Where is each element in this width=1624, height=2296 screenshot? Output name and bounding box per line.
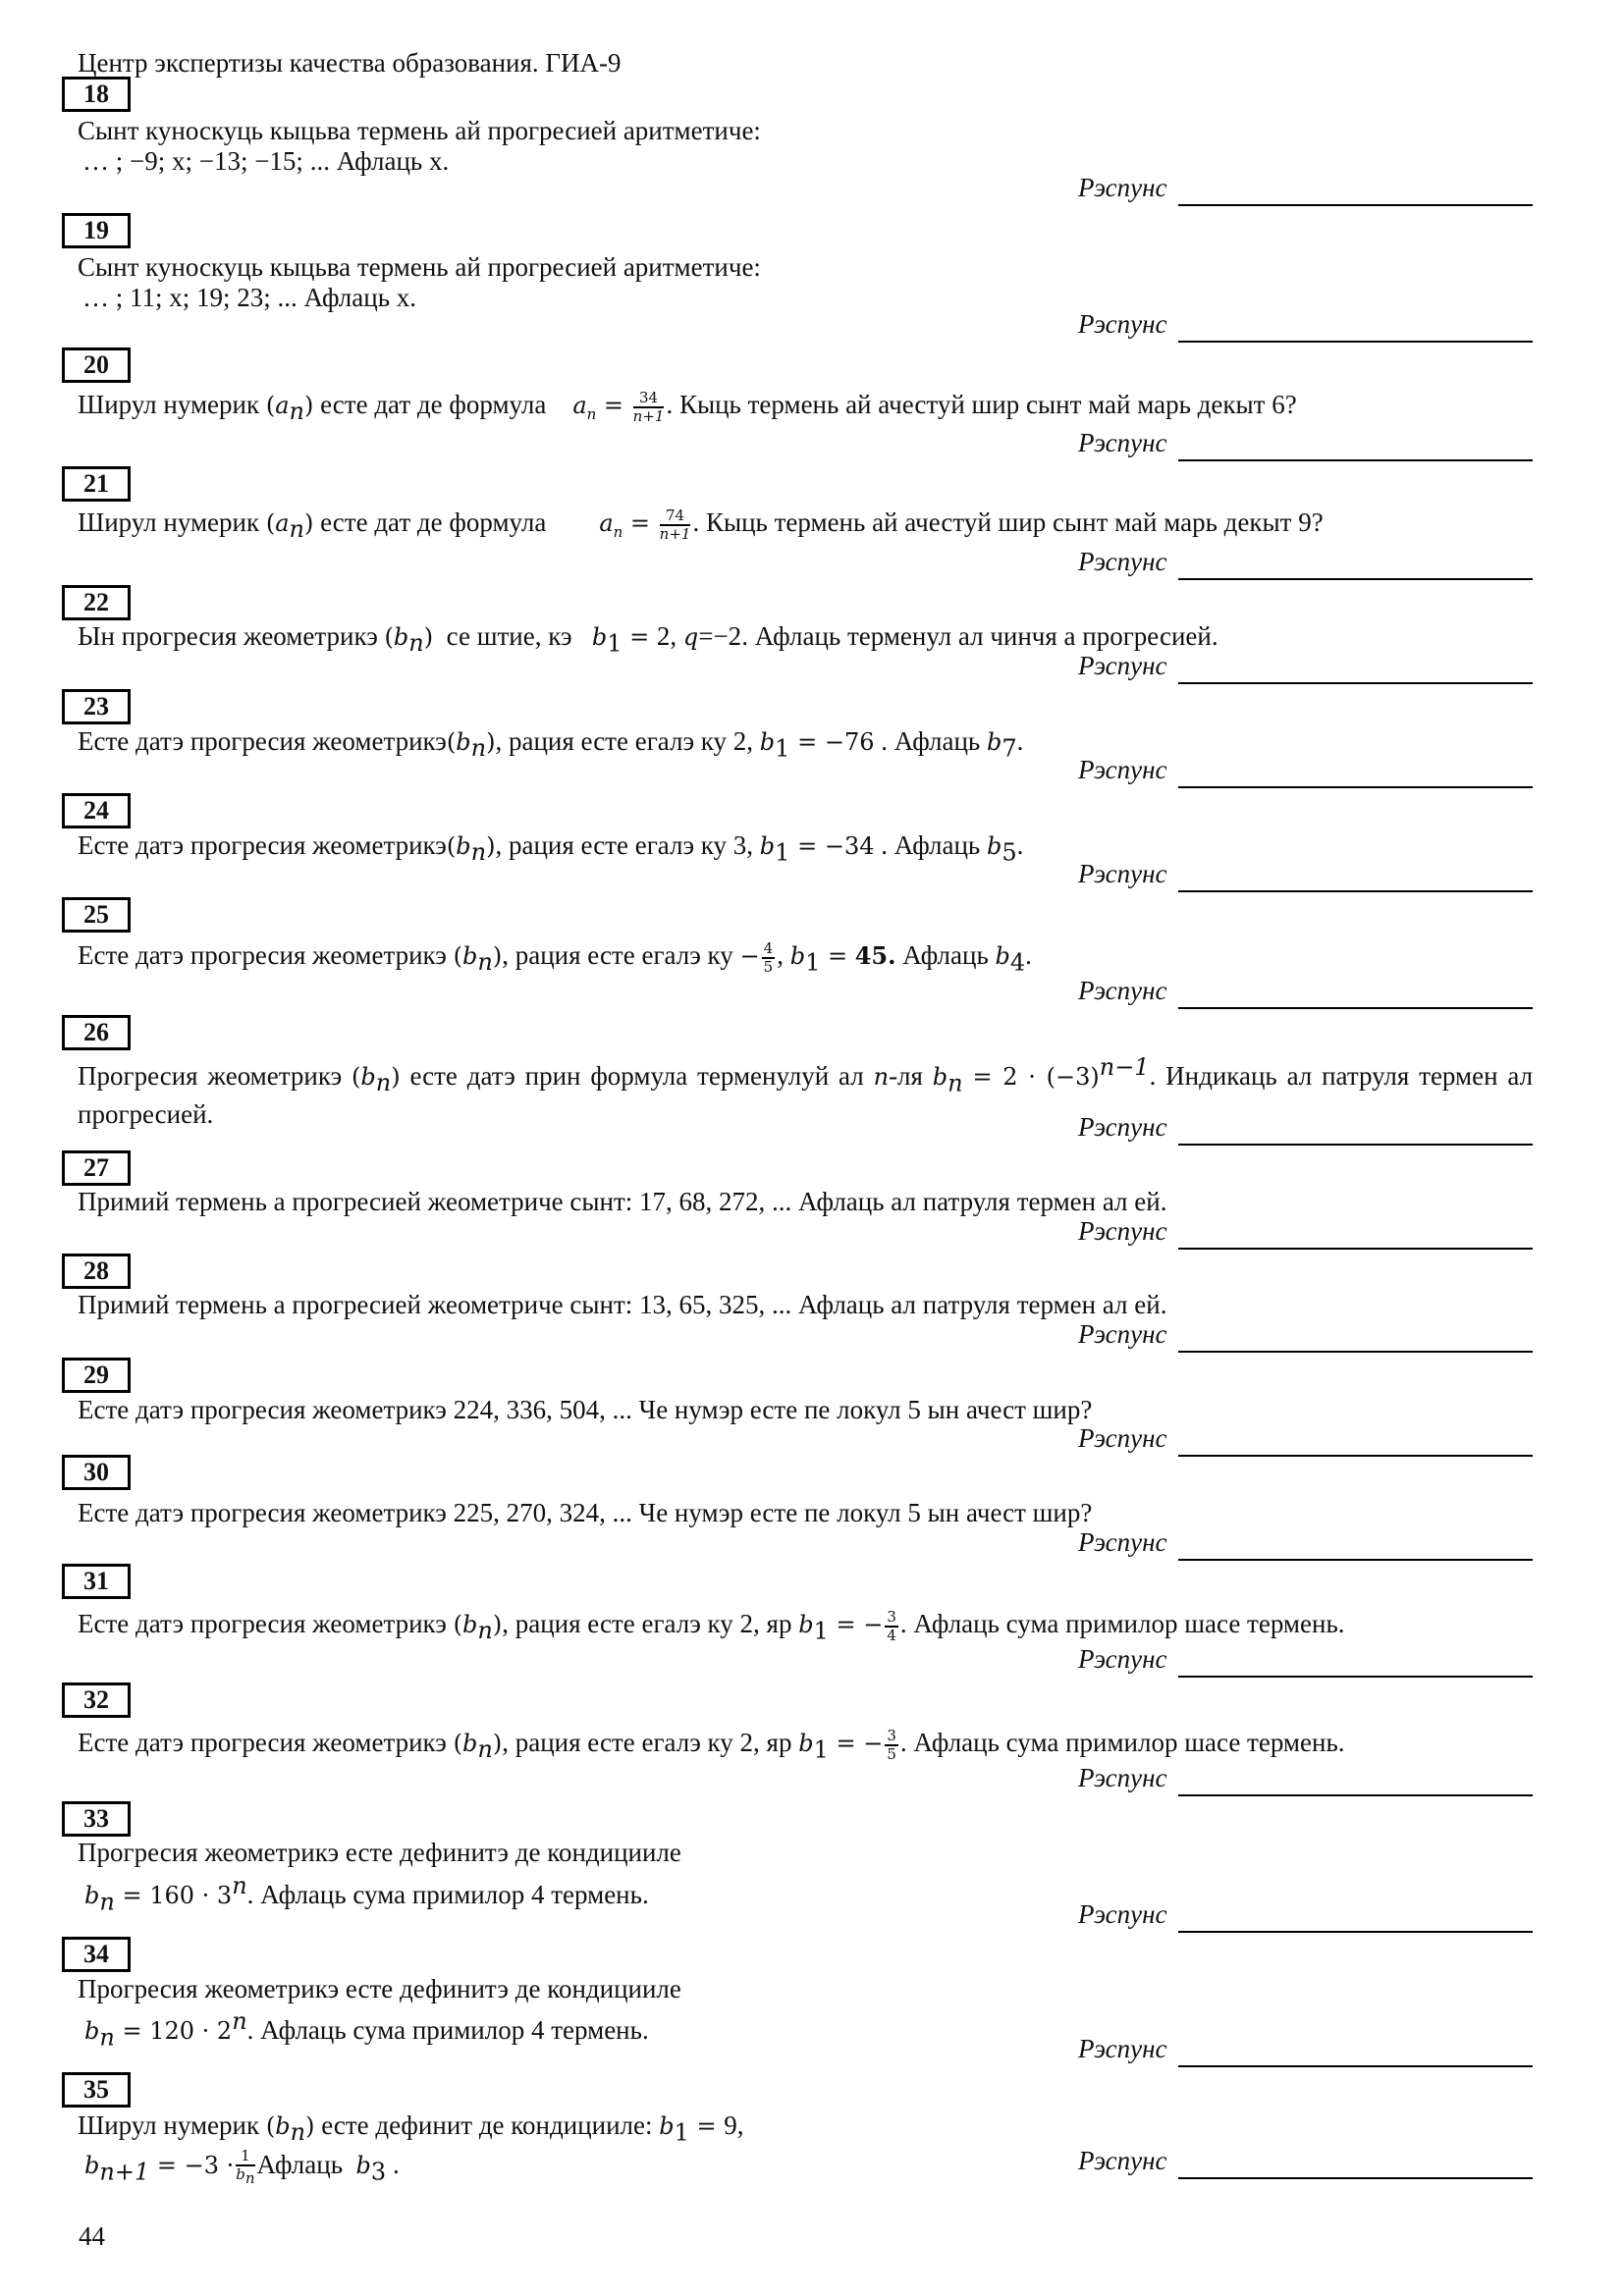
- text: есте дат де формула: [320, 390, 547, 419]
- text: Ширул нумерик: [78, 507, 260, 537]
- answer-blank-line[interactable]: [1178, 1676, 1533, 1678]
- math: b: [659, 2112, 675, 2140]
- math: $(b_n)$: [265, 2112, 315, 2146]
- answer-label: Рэспунс: [1078, 428, 1167, 457]
- question-number-box: 18: [62, 77, 131, 112]
- formula: = 160 · 3: [122, 1882, 233, 1909]
- text: . Афлаць сума примилор 4 термень.: [246, 2015, 649, 2045]
- text: Прогресия жеометрикэ: [78, 1061, 343, 1091]
- text: прогресией.: [78, 1099, 214, 1130]
- answer-field[interactable]: [1078, 1110, 1533, 1146]
- answer-blank-line[interactable]: [1178, 204, 1533, 206]
- question-number-box: 35: [62, 2072, 131, 2108]
- question-text: Есте датэ прогресия жеометрикэ $(b_n)$, рация есте егалэ ку − $\frac{4}{5}$ , $b_1 = 45$. Афлаць $b_4$.: [78, 938, 1032, 977]
- question-text: $b_n = 160 \cdot 3^n$. Афлаць сума примилор 4 термень.: [84, 1872, 649, 1916]
- answer-blank-line[interactable]: [1178, 1248, 1533, 1250]
- math: b: [798, 1611, 814, 1638]
- text: , рация есте егалэ ку 2, яр: [502, 1728, 792, 1757]
- answer-blank-line[interactable]: [1178, 1007, 1533, 1009]
- question-text: Ширул нумерик $(a_n)$ есте дат де формула $a_n$ = $\frac{74}{n+1}$ . Кыць термень ай ачестуй шир сынт май марь декыт 9?: [78, 506, 1324, 543]
- math: b: [798, 1730, 814, 1757]
- answer-label: Рэспунс: [1078, 309, 1167, 339]
- question-text: Есте датэ прогресия жеометрикэ 224, 336, 504, ... Че нумэр есте пе локул 5 ын ачест шир?: [78, 1395, 1093, 1424]
- math: $(a_n)$: [265, 392, 314, 425]
- formula: = −3 ·: [156, 2152, 235, 2180]
- text: есте дефинит де кондицииле:: [321, 2110, 653, 2140]
- answer-label: Рэспунс: [1078, 173, 1167, 202]
- text: Есте датэ прогресия жеометрикэ: [78, 1609, 454, 1638]
- answer-label: Рэспунс: [1078, 2146, 1167, 2175]
- answer-label: Рэспунс: [1078, 651, 1167, 680]
- answer-field[interactable]: [1078, 1897, 1533, 1933]
- question-number-box: 30: [62, 1455, 131, 1490]
- math: b: [84, 2152, 100, 2180]
- answer-blank-line[interactable]: [1178, 1455, 1533, 1457]
- text: , рация есте егалэ ку 2, яр: [502, 1609, 792, 1638]
- value: 9,: [724, 2110, 744, 2140]
- question-number-box: 19: [62, 213, 131, 248]
- text: . Индикаць ал патруля термен ал: [1149, 1061, 1534, 1091]
- math: $(b_n)$: [446, 728, 496, 762]
- math: b: [995, 942, 1010, 970]
- question-number-box: 20: [62, 347, 131, 383]
- answer-label: Рэспунс: [1078, 1216, 1167, 1246]
- question-text: Есте датэ прогресия $жеометрикэ(b_n)$, рация есте егалэ ку 2, $b_1 = -76$ . Афлаць $b_7$.: [78, 726, 1024, 763]
- fraction: $\frac{34}{n+1}$: [632, 388, 665, 425]
- text: . Афлаць сума примилор шасе термень.: [899, 1609, 1345, 1638]
- text: Есте датэ прогресия жеометрикэ: [78, 940, 447, 970]
- text: , рация есте егалэ ку: [502, 940, 733, 970]
- math: b: [591, 623, 608, 651]
- answer-field[interactable]: [1078, 857, 1533, 892]
- text: -ля: [889, 1061, 923, 1091]
- value: 45.: [854, 941, 896, 970]
- math: b: [789, 942, 806, 970]
- question-text: Есте датэ прогресия жеометрикэ $(b_n)$, рация есте егалэ ку 2, яр $b_1$ = − $\frac{3}{5}$ . Афлаць сума примилор шасе термень.: [78, 1726, 1345, 1764]
- text: Афлаць: [256, 2150, 344, 2180]
- answer-label: Рэспунс: [1078, 1319, 1167, 1349]
- math: $(b_n)$: [352, 1063, 401, 1096]
- text: Афлаць: [895, 940, 989, 970]
- math: b: [759, 728, 776, 756]
- question-number-box: 24: [62, 793, 131, 828]
- value: −76: [824, 728, 875, 756]
- document-header: Центр экспертизы качества образования. ГИА-9: [78, 48, 622, 78]
- fraction: $\frac{4}{5}$: [763, 938, 774, 976]
- question-text: Есте датэ прогресия $жеометрикэ(b_n)$, рация есте егалэ ку 3, $b_1 = -34$ . Афлаць $b_5$.: [78, 830, 1024, 867]
- fraction: $\frac{3}{4}$: [887, 1607, 896, 1644]
- answer-blank-line[interactable]: [1178, 1931, 1533, 1933]
- text: есте датэ прин формула терменулуй ал: [409, 1061, 864, 1091]
- answer-field[interactable]: [1078, 1642, 1533, 1678]
- math: b: [759, 832, 776, 860]
- answer-label: Рэспунс: [1078, 755, 1167, 784]
- question-text: Есте датэ прогресия жеометрикэ 225, 270, 324, ... Че нумэр есте пе локул 5 ын ачест шир?: [78, 1498, 1093, 1527]
- text: . Афлаць терменул ал чинчя а прогресией.: [741, 621, 1218, 651]
- text: есте дат де формула: [320, 507, 547, 537]
- text: , рация есте егалэ ку 3,: [495, 830, 754, 860]
- question-number-box: 33: [62, 1801, 131, 1837]
- question-text: Сынт куноскуць кыцьва термень ай прогресией аритметиче:: [78, 252, 761, 282]
- fraction: $\frac{3}{5}$: [887, 1726, 896, 1763]
- page-number: 44: [79, 2221, 105, 2251]
- text: Есте датэ прогресия жеометрикэ: [78, 830, 447, 860]
- answer-field[interactable]: [1078, 2144, 1533, 2179]
- answer-field[interactable]: [1078, 171, 1533, 206]
- question-text: Ширул нумерик $(b_n)$ есте дефинит де кондицииле: $b_1 = 9$,: [78, 2110, 744, 2147]
- math: $(a_n)$: [265, 509, 314, 543]
- answer-label: Рэспунс: [1078, 2034, 1167, 2063]
- answer-label: Рэспунс: [1078, 1423, 1167, 1453]
- formula: = 2 · (−3): [972, 1063, 1100, 1091]
- text: Ширул нумерик: [78, 390, 260, 419]
- question-text: Прогресия жеометрикэ $(b_n)$ есте датэ прин формула терменулуй ал n-ля $b_n = 2 \cdot (-3)^{n-1}$. Индикаць ал патруля термен ал прогресией.: [78, 1053, 1534, 1130]
- answer-label: Рэспунс: [1078, 547, 1167, 576]
- answer-blank-line[interactable]: [1178, 1144, 1533, 1146]
- answer-blank-line[interactable]: [1178, 890, 1533, 892]
- fraction: $\frac{74}{n+1}$: [659, 506, 691, 543]
- answer-blank-line[interactable]: [1178, 341, 1533, 343]
- math: b: [987, 832, 1002, 860]
- math: $(b_n)$: [453, 1611, 503, 1644]
- text: . Афлаць: [874, 726, 981, 756]
- value: −34: [824, 832, 875, 860]
- question-number-box: 22: [62, 585, 131, 620]
- answer-field[interactable]: [1078, 1525, 1533, 1561]
- answer-label: Рэспунс: [1078, 976, 1167, 1005]
- question-text: Примий термень а прогресией жеометриче сынт: 13, 65, 325, ... Афлаць ал патруля термен ал ей.: [78, 1290, 1167, 1319]
- answer-blank-line[interactable]: [1178, 682, 1533, 684]
- answer-field[interactable]: [1078, 1421, 1533, 1457]
- question-text: $b_{n+1} = -3$ · $\frac{1}{b_n}$ Афлаць $b_3$ .: [84, 2147, 400, 2187]
- question-text: Ын прогресия жеометрикэ $(b_n)$ се штие, кэ $b_1 = 2$, q=−2. Афлаць терменул ал чинчя а прогресией.: [78, 621, 1218, 658]
- value: 2: [656, 621, 671, 651]
- answer-blank-line[interactable]: [1178, 1559, 1533, 1561]
- answer-label: Рэспунс: [1078, 859, 1167, 888]
- question-number-box: 32: [62, 1682, 131, 1718]
- question-number-box: 31: [62, 1564, 131, 1599]
- question-number-box: 34: [62, 1937, 131, 1972]
- math: b: [355, 2152, 371, 2180]
- question-number-box: 26: [62, 1015, 131, 1050]
- answer-field[interactable]: [1078, 974, 1533, 1009]
- sequence-text: … ; −9; x; −13; −15; ... Афлаць x.: [82, 146, 450, 176]
- answer-blank-line[interactable]: [1178, 1351, 1533, 1353]
- answer-label: Рэспунс: [1078, 1527, 1167, 1557]
- math: b: [84, 2017, 100, 2045]
- math: $a_n$: [572, 392, 597, 423]
- question-text: … ; 11; x; 19; 23; ... Афлаць x.: [82, 283, 417, 312]
- answer-field[interactable]: [1078, 426, 1533, 461]
- text: . Афлаць сума примилор шасе термень.: [899, 1728, 1345, 1757]
- math: $a_n$: [599, 509, 623, 541]
- formula: = 120 · 2: [122, 2017, 233, 2045]
- answer-label: Рэспунс: [1078, 1899, 1167, 1929]
- answer-field[interactable]: [1078, 649, 1533, 684]
- answer-blank-line[interactable]: [1178, 459, 1533, 461]
- answer-blank-line[interactable]: [1178, 2065, 1533, 2067]
- question-text: $b_n = 120 \cdot 2^n$. Афлаць сума примилор 4 термень.: [84, 2007, 649, 2052]
- question-text: Прогресия жеометрикэ есте дефинитэ де кондицииле: [78, 1838, 681, 1867]
- math: $(b_n)$: [384, 623, 434, 657]
- text: се штие, кэ: [446, 621, 572, 651]
- math: $(b_n)$: [446, 832, 496, 866]
- question-number-box: 27: [62, 1150, 131, 1186]
- math: b: [84, 1882, 100, 1909]
- answer-field[interactable]: [1078, 307, 1533, 343]
- answer-label: Рэспунс: [1078, 1112, 1167, 1142]
- answer-blank-line[interactable]: [1178, 2177, 1533, 2179]
- question-number-box: 23: [62, 689, 131, 724]
- answer-field[interactable]: [1078, 545, 1533, 580]
- answer-field[interactable]: [1078, 1761, 1533, 1796]
- answer-label: Рэспунс: [1078, 1644, 1167, 1674]
- fraction: $\frac{1}{b_n}$: [236, 2147, 255, 2187]
- text: . Афлаць: [874, 830, 981, 860]
- answer-blank-line[interactable]: [1178, 786, 1533, 788]
- answer-field[interactable]: [1078, 1317, 1533, 1353]
- question-number-box: 28: [62, 1254, 131, 1289]
- question-text: Сынт куноскуць кыцьва термень ай прогресией аритметиче:: [78, 116, 761, 145]
- answer-label: Рэспунс: [1078, 1763, 1167, 1792]
- question-number-box: 21: [62, 466, 131, 502]
- value: −2: [713, 621, 742, 651]
- question-text: Есте датэ прогресия жеометрикэ $(b_n)$, рация есте егалэ ку 2, яр $b_1$ = − $\frac{3}{4}$ . Афлаць сума примилор шасе термень.: [78, 1607, 1345, 1645]
- question-text: Примий термень а прогресией жеометриче сынт: 17, 68, 272, ... Афлаць ал патруля термен ал ей.: [78, 1187, 1167, 1216]
- math: b: [987, 728, 1002, 756]
- question-text: [82, 145, 449, 177]
- answer-blank-line[interactable]: [1178, 578, 1533, 580]
- answer-field[interactable]: [1078, 2032, 1533, 2067]
- text: Ын прогресия жеометрикэ: [78, 621, 378, 651]
- text: , рация есте егалэ ку 2,: [495, 726, 754, 756]
- text: Есте датэ прогресия жеометрикэ: [78, 726, 447, 756]
- answer-field[interactable]: [1078, 1214, 1533, 1250]
- question-number-box: 29: [62, 1358, 131, 1393]
- text: . Кыць термень ай ачестуй шир сынт май марь декыт 6?: [666, 390, 1297, 419]
- math: $(b_n)$: [453, 1730, 503, 1763]
- text: . Кыць термень ай ачестуй шир сынт май марь декыт 9?: [692, 507, 1324, 537]
- text: Ширул нумерик: [78, 2110, 260, 2140]
- math: $(b_n)$: [453, 942, 503, 976]
- text: . Афлаць сума примилор 4 термень.: [246, 1880, 649, 1909]
- text: Есте датэ прогресия жеометрикэ: [78, 1728, 447, 1757]
- question-number-box: 25: [62, 897, 131, 933]
- question-text: Прогресия жеометрикэ есте дефинитэ де кондицииле: [78, 1974, 681, 2003]
- math: b: [932, 1063, 948, 1091]
- answer-blank-line[interactable]: [1178, 1794, 1533, 1796]
- question-text: Ширул нумерик $(a_n)$ есте дат де формула $a_n$ = $\frac{34}{n+1}$ . Кыць термень ай ачестуй шир сынт май марь декыт 6?: [78, 388, 1297, 425]
- answer-field[interactable]: [1078, 753, 1533, 788]
